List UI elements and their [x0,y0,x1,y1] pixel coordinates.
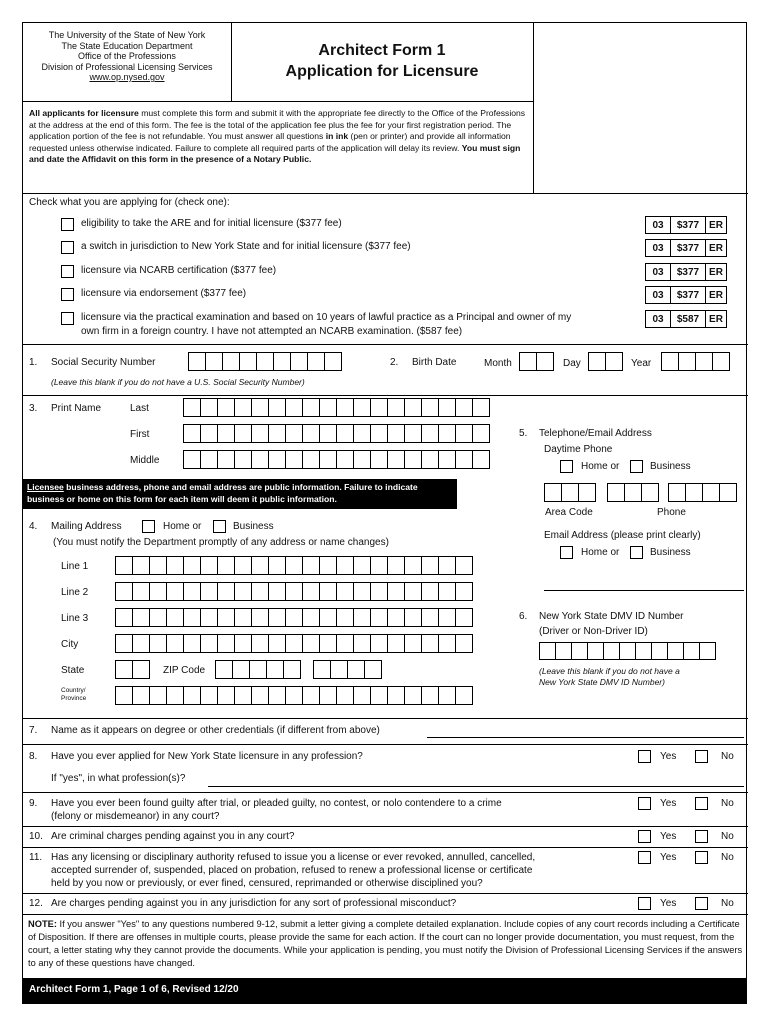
business-label: Business [233,521,274,532]
q8-yes-checkbox[interactable] [638,750,651,763]
footer-bar [23,978,746,1003]
area-code-boxes[interactable] [544,483,595,502]
q12-no-checkbox[interactable] [695,897,708,910]
q10-yes-checkbox[interactable] [638,830,651,843]
q11-question-cont: held by you now or previously, or ever fined, censured, reprimanded or otherwise disciplined you? [51,878,483,889]
yes-label: Yes [660,852,677,863]
last-name-boxes[interactable] [183,398,489,417]
fee-code: 03 [645,286,671,304]
email-home-checkbox[interactable] [560,546,573,559]
no-label: No [721,751,734,762]
mailing-business-checkbox[interactable] [213,520,226,533]
phone-prefix-boxes[interactable] [607,483,658,502]
agency-line: The State Education Department [61,40,193,51]
area-code-label: Area Code [545,507,593,518]
birth-day-boxes[interactable] [588,352,622,371]
q8-followup: If "yes", in what profession(s)? [51,773,186,784]
phone-home-checkbox[interactable] [560,460,573,473]
fee-code: 03 [645,310,671,328]
yes-label: Yes [660,798,677,809]
fee-code-box [645,263,726,281]
state-boxes[interactable] [115,660,149,679]
phone-business-checkbox[interactable] [630,460,643,473]
middle-name-boxes[interactable] [183,450,489,469]
fee-code-box [645,239,726,257]
state-label: State [61,665,85,676]
yes-label: Yes [660,831,677,842]
dmv-id-sublabel: (Driver or Non-Driver ID) [539,626,648,637]
applying-option-label: own firm in a foreign country. I have not attempted an NCARB examination. ($587 fee) [81,326,463,337]
no-label: No [721,852,734,863]
fee-type: ER [705,310,727,328]
birth-date-label: Birth Date [412,357,457,368]
email-input-line[interactable] [544,590,744,591]
home-label: Home or [163,521,202,532]
no-label: No [721,898,734,909]
applying-option-label: a switch in jurisdiction to New York State and for initial licensure ($377 fee) [81,241,411,252]
zip-label: ZIP Code [163,665,206,676]
q10-number: 10. [29,831,43,842]
fee-type: ER [705,286,727,304]
middle-name-label: Middle [130,455,160,466]
applying-option-label: licensure via NCARB certification ($377 fee) [81,265,277,276]
fee-type: ER [705,263,727,281]
zip-extension-boxes[interactable] [313,660,381,679]
q11-question: Has any licensing or disciplinary authority refused to issue you a license or ever revoked, annulled, cancelled, [51,852,536,863]
ssn-note: (Leave this blank if you do not have a U.S. Social Security Number) [51,377,305,387]
city-label: City [61,639,79,650]
address-line3-boxes[interactable] [115,608,472,627]
q1-number: 1. [29,357,38,368]
degree-name-line[interactable] [427,737,744,738]
q10-question: Are criminal charges pending against you in any court? [51,831,295,842]
q8-number: 8. [29,751,38,762]
fee-amount: $587 [670,310,706,328]
q3-number: 3. [29,403,38,414]
no-label: No [721,798,734,809]
fee-amount: $377 [670,286,706,304]
year-label: Year [631,358,652,369]
q11-number: 11. [29,852,43,863]
day-label: Day [563,358,581,369]
fee-code: 03 [645,263,671,281]
applying-option-checkbox[interactable] [61,265,74,278]
fee-code-box [645,216,726,234]
month-label: Month [484,358,512,369]
q7-number: 7. [29,725,38,736]
fee-code-box [645,286,726,304]
phone-line-boxes[interactable] [668,483,736,502]
country-boxes[interactable] [115,686,472,705]
first-name-label: First [130,429,150,440]
form-subtitle: Application for Licensure [285,63,479,80]
q9-number: 9. [29,798,38,809]
dmv-id-note: (Leave this blank if you do not have a New York State DMV ID Number) [539,666,680,687]
q11-yes-checkbox[interactable] [638,851,651,864]
fee-code: 03 [645,239,671,257]
ssn-label: Social Security Number [51,357,156,368]
agency-line: Division of Professional Licensing Services [41,61,213,72]
fee-amount: $377 [670,263,706,281]
telephone-email-label: Telephone/Email Address [539,428,652,439]
fee-type: ER [705,216,727,234]
address-line2-boxes[interactable] [115,582,472,601]
email-business-checkbox[interactable] [630,546,643,559]
q9-question-cont: (felony or misdemeanor) in any court? [51,811,220,822]
q5-number: 5. [519,428,528,439]
q12-number: 12. [29,898,43,909]
q12-yes-checkbox[interactable] [638,897,651,910]
fee-type: ER [705,239,727,257]
q12-question: Are charges pending against you in any jurisdiction for any sort of professional misconduct? [51,898,457,909]
applying-option-checkbox[interactable] [61,288,74,301]
home-label: Home or [581,547,620,558]
country-label: Country/ Province [61,687,87,702]
agency-block [23,30,231,83]
q9-yes-checkbox[interactable] [638,797,651,810]
business-label: Business [650,547,691,558]
q9-no-checkbox[interactable] [695,797,708,810]
degree-name-label: Name as it appears on degree or other credentials (if different from above) [51,725,380,736]
fee-code: 03 [645,216,671,234]
application-form [22,22,747,1004]
mailing-home-checkbox[interactable] [142,520,155,533]
address-line1-label: Line 1 [61,561,89,572]
address-change-note: (You must notify the Department promptly of any address or name changes) [53,537,389,548]
agency-line: Office of the Professions [78,51,176,61]
note-paragraph: NOTE: If you answer "Yes" to any questions numbered 9-12, submit a letter giving a complete detailed explanation. Include copies of any court records including a Certificate of Disposition. If there are offenses in multiple courts, please provide the same for each action. If the court can no longer provide documentation, you must request, from the court, a letter stating why they cannot provide the documents. While your application is pending, you must notify the Division of Professional Licensing Services if the answers to any of these questions have changed. [28,919,743,968]
applying-prompt: Check what you are applying for (check one): [29,197,230,208]
daytime-phone-label: Daytime Phone [544,444,613,455]
birth-year-boxes[interactable] [661,352,729,371]
fee-code-box [645,310,726,328]
applying-option-checkbox[interactable] [61,218,74,231]
home-label: Home or [581,461,620,472]
applying-option-checkbox[interactable] [61,241,74,254]
agency-line: The University of the State of New York [48,30,206,40]
birth-month-boxes[interactable] [519,352,553,371]
address-line3-label: Line 3 [61,613,89,624]
address-line1-boxes[interactable] [115,556,472,575]
address-line2-label: Line 2 [61,587,89,598]
form-title-block [231,40,533,82]
city-boxes[interactable] [115,634,472,653]
q11-question-cont: accepted surrender of, suspended, placed on probation, refused to renew a professional license or certificate [51,865,533,876]
ssn-boxes[interactable] [188,352,341,371]
print-name-label: Print Name [51,403,102,414]
yes-label: Yes [660,898,677,909]
fee-amount: $377 [670,216,706,234]
phone-label: Phone [657,507,686,518]
q10-no-checkbox[interactable] [695,830,708,843]
q8-no-checkbox[interactable] [695,750,708,763]
applying-option-label: licensure via the practical examination and based on 10 years of lawful practice as a Principal and owner of my [81,312,572,323]
applying-option-checkbox[interactable] [61,312,74,325]
form-title: Architect Form 1 [318,42,446,59]
q4-number: 4. [29,521,38,532]
first-name-boxes[interactable] [183,424,489,443]
dmv-id-boxes[interactable] [539,642,715,660]
q2-number: 2. [390,357,399,368]
mailing-address-label: Mailing Address [51,521,122,532]
q9-question: Have you ever been found guilty after trial, or pleaded guilty, no contest, or nolo contendere to a crime [51,798,502,809]
dmv-id-label: New York State DMV ID Number [539,611,684,622]
professions-line[interactable] [208,786,744,787]
applying-option-label: eligibility to take the ARE and for initial licensure ($377 fee) [81,218,342,229]
website-link[interactable]: www.op.nysed.gov [89,72,165,82]
zip-boxes[interactable] [215,660,300,679]
applying-option-label: licensure via endorsement ($377 fee) [81,288,247,299]
footer-text: Architect Form 1, Page 1 of 6, Revised 12/20 [29,984,239,995]
yes-label: Yes [660,751,677,762]
intro-paragraph: All applicants for licensure must complete this form and submit it with the appropriate fee directly to the Office of the Professions at the address at the end of this form. The fee is the total of the application fee plus the fee for your first registration period. The application portion of the fee is not refundable. You must answer all questions in ink (pen or printer) and provide all information requested unless otherwise indicated. Failure to complete all required parts of the application will delay its review. You must sign and date the Affidavit on this form in the presence of a Notary Public. [29,108,526,164]
q8-question: Have you ever applied for New York State licensure in any profession? [51,751,363,762]
public-info-notice: Licensee business address, phone and email address are public information. Failure to indicate business or home on this form for each item will deem it public information. [23,479,457,509]
last-name-label: Last [130,403,149,414]
q6-number: 6. [519,611,528,622]
fee-amount: $377 [670,239,706,257]
q11-no-checkbox[interactable] [695,851,708,864]
email-label: Email Address (please print clearly) [544,530,701,541]
business-label: Business [650,461,691,472]
no-label: No [721,831,734,842]
